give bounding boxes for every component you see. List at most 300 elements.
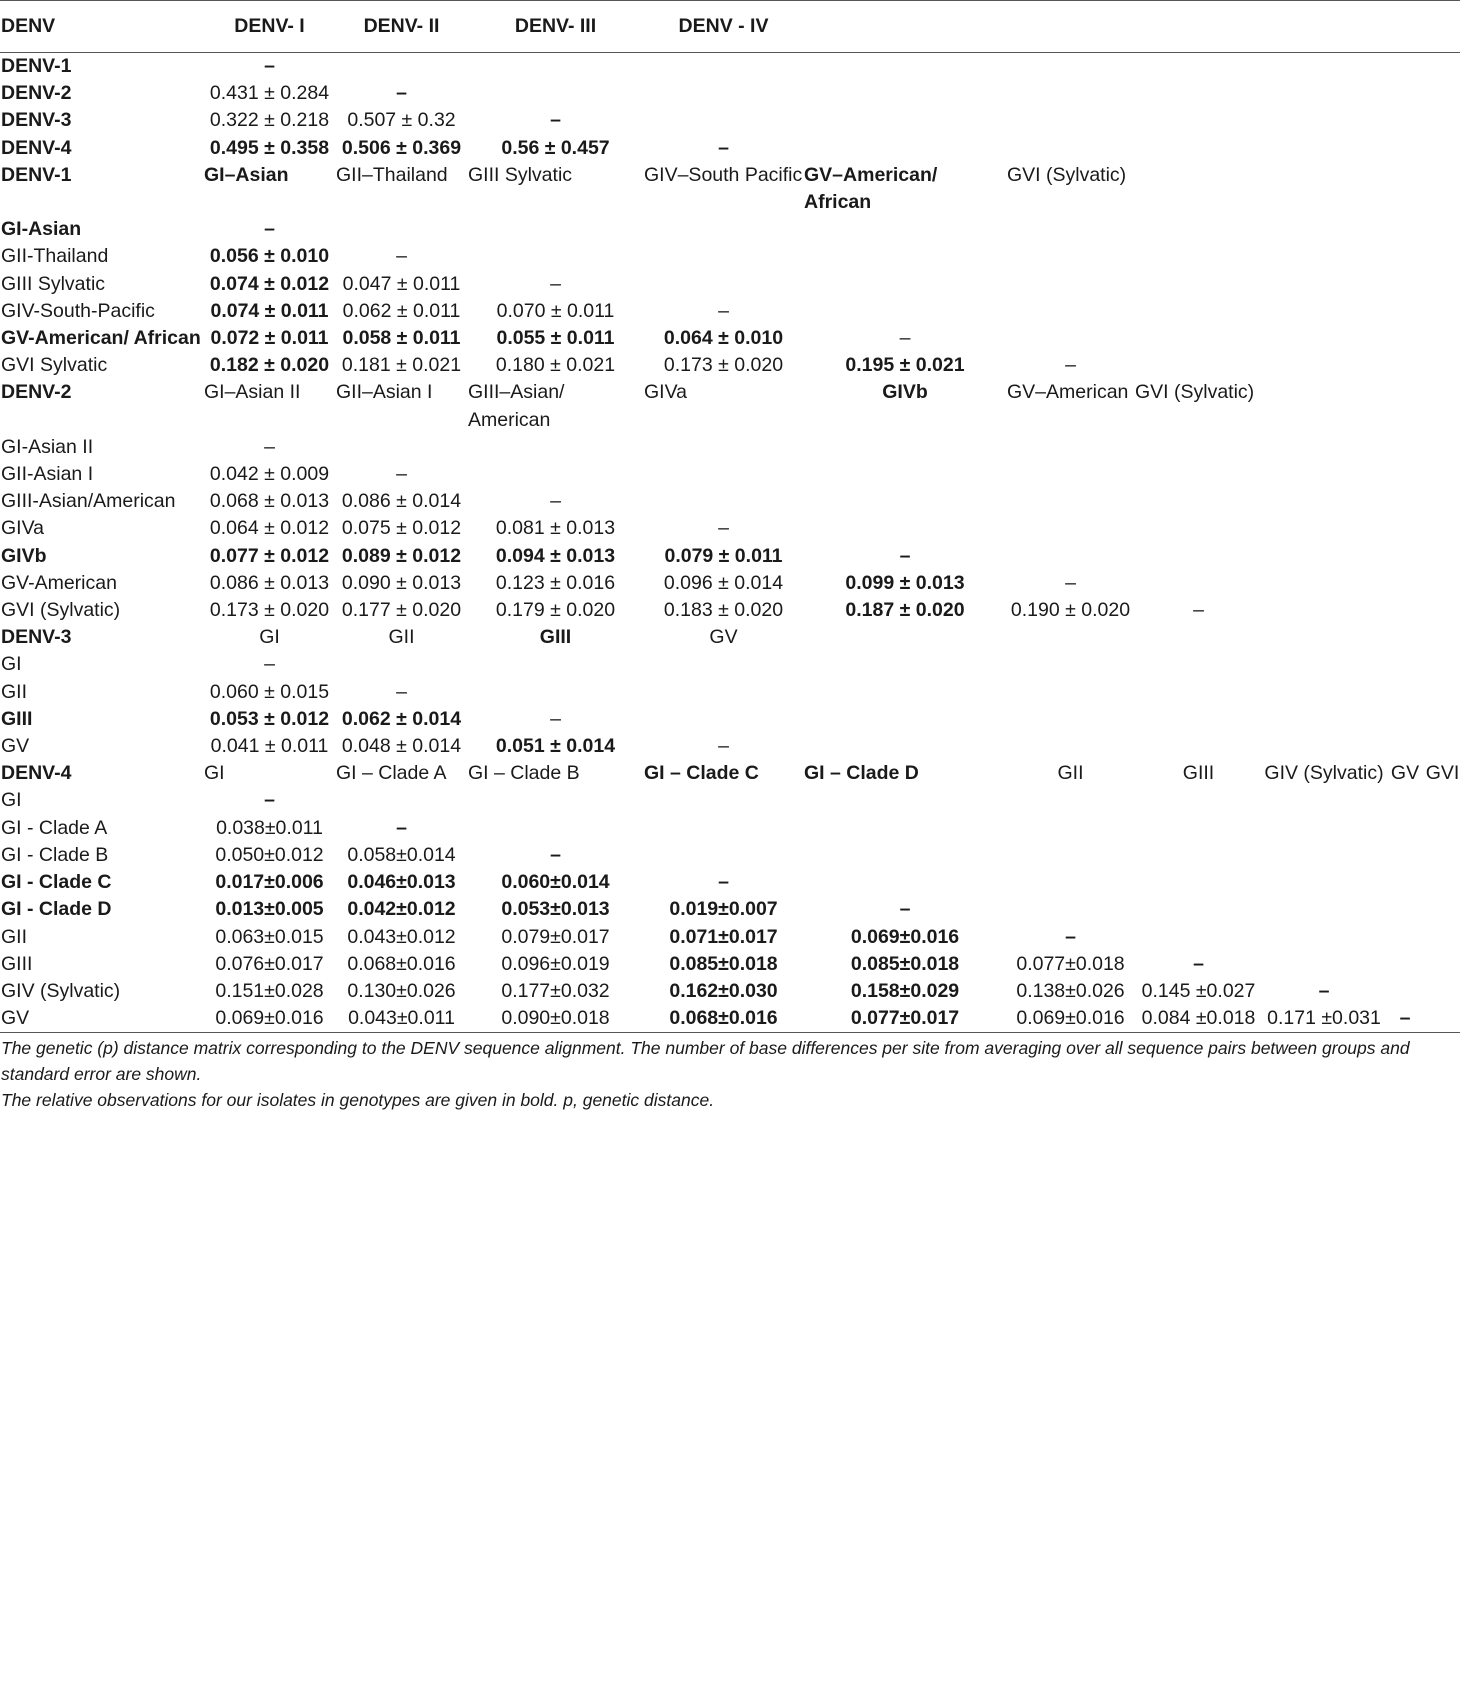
matrix-cell [1006, 896, 1134, 923]
matrix-cell: 0.081 ± 0.013 [495, 517, 616, 540]
matrix-cell: 0.089 ± 0.012 [341, 544, 462, 567]
matrix-cell: – [1065, 925, 1076, 948]
matrix-cell [335, 53, 467, 81]
matrix-cell [467, 434, 643, 461]
matrix-cell: 0.043±0.011 [335, 1005, 467, 1033]
matrix-cell: GV–American [1007, 381, 1129, 404]
matrix-cell [1262, 488, 1385, 515]
matrix-cell: – [550, 707, 561, 730]
matrix-cell [1262, 651, 1385, 678]
matrix-cell [1006, 815, 1134, 842]
matrix-cell [1385, 325, 1424, 352]
matrix-cell [643, 243, 803, 270]
row-label-cell: GI - Clade B [1, 843, 109, 866]
header-cell-denv-i: DENV- I [203, 1, 335, 53]
matrix-cell [1262, 379, 1385, 433]
matrix-cell: – [718, 299, 729, 322]
matrix-cell [467, 815, 643, 842]
matrix-cell [1385, 379, 1424, 433]
matrix-cell [1424, 597, 1460, 624]
matrix-cell [1385, 570, 1424, 597]
matrix-cell [1424, 298, 1460, 325]
matrix-cell: – [899, 544, 911, 567]
matrix-cell: 0.182 ± 0.020 [209, 354, 330, 377]
matrix-cell [643, 815, 803, 842]
matrix-cell [1134, 271, 1262, 298]
matrix-cell: 0.046±0.013 [347, 871, 456, 894]
matrix-cell: 0.130±0.026 [347, 979, 456, 1002]
matrix-cell: – [718, 517, 729, 540]
matrix-cell [803, 107, 1006, 134]
row-label-cell: DENV-4 [1, 136, 72, 159]
matrix-cell [643, 107, 803, 134]
matrix-cell [1424, 869, 1460, 896]
matrix-cell: 0.187 ± 0.020 [845, 599, 965, 622]
matrix-cell: 0.190 ± 0.020 [1010, 599, 1131, 622]
matrix-cell [1262, 298, 1385, 325]
matrix-cell [1385, 461, 1424, 488]
matrix-cell [1134, 325, 1262, 352]
matrix-cell: 0.495 ± 0.358 [209, 136, 330, 159]
matrix-cell [1424, 53, 1460, 81]
matrix-cell [1262, 896, 1385, 923]
matrix-cell [1424, 488, 1460, 515]
matrix-cell: 0.019±0.007 [669, 898, 778, 921]
matrix-cell: 0.173 ± 0.020 [209, 599, 330, 622]
matrix-cell: – [396, 680, 407, 703]
matrix-cell: 0.079 ± 0.011 [664, 544, 783, 567]
row-label-cell: DENV-2 [1, 82, 72, 105]
header-cell-denv-iv: DENV - IV [643, 1, 803, 53]
table-row [0, 624, 1460, 651]
matrix-cell: 0.043±0.012 [347, 925, 456, 948]
matrix-cell [803, 434, 1006, 461]
matrix-cell: 0.077±0.017 [803, 1005, 1006, 1033]
matrix-cell [1385, 352, 1424, 379]
matrix-cell: – [550, 843, 561, 866]
row-label-cell: GII [1, 680, 28, 703]
table-row [0, 924, 1460, 951]
matrix-cell [1262, 733, 1385, 760]
matrix-cell [1424, 651, 1460, 678]
matrix-cell [1262, 924, 1385, 951]
matrix-cell: 0.053±0.013 [501, 898, 610, 921]
matrix-cell [335, 787, 467, 814]
table-row [0, 135, 1460, 162]
matrix-cell [467, 651, 643, 678]
row-label-cell: GII-Thailand [1, 245, 109, 268]
row-label-cell: GI [1, 789, 22, 812]
matrix-cell: 0.048 ± 0.014 [341, 735, 462, 758]
matrix-cell [1134, 624, 1262, 651]
matrix-cell [1134, 815, 1262, 842]
matrix-cell [1424, 107, 1460, 134]
matrix-cell: 0.158±0.029 [850, 979, 960, 1002]
matrix-cell [1134, 216, 1262, 243]
matrix-cell [1006, 488, 1134, 515]
matrix-cell [1385, 624, 1424, 651]
matrix-cell: 0.084 ±0.018 [1134, 1005, 1262, 1033]
matrix-cell [1006, 325, 1134, 352]
header-cell-empty [1134, 1, 1262, 53]
matrix-cell [1262, 243, 1385, 270]
matrix-cell [335, 434, 467, 461]
table-row [0, 869, 1460, 896]
row-label-cell: GIII Sylvatic [1, 272, 106, 295]
matrix-cell [1262, 787, 1385, 814]
matrix-cell [1385, 80, 1424, 107]
matrix-cell [1262, 815, 1385, 842]
table-row [0, 379, 1460, 433]
matrix-cell: 0.063±0.015 [215, 925, 324, 948]
table-row [0, 515, 1460, 542]
matrix-cell [1006, 80, 1134, 107]
matrix-cell: – [396, 463, 407, 486]
matrix-cell: 0.506 ± 0.369 [341, 136, 462, 159]
matrix-cell: 0.062 ± 0.014 [341, 707, 462, 730]
matrix-cell [1424, 842, 1460, 869]
row-label-cell: GI [1, 653, 22, 676]
matrix-cell: 0.064 ± 0.010 [663, 327, 784, 350]
row-label-cell: DENV-3 [1, 626, 72, 649]
matrix-cell [1385, 733, 1424, 760]
matrix-cell [1134, 461, 1262, 488]
table-row [0, 80, 1460, 107]
matrix-cell [467, 80, 643, 107]
matrix-cell: – [550, 490, 561, 513]
matrix-cell [1424, 896, 1460, 923]
matrix-cell: 0.138±0.026 [1016, 979, 1125, 1002]
matrix-cell [1385, 924, 1424, 951]
matrix-cell [1385, 243, 1424, 270]
matrix-cell: – [1385, 1005, 1424, 1033]
table-footnote [0, 1033, 1457, 1113]
matrix-cell: GV [709, 626, 738, 649]
matrix-cell: 0.075 ± 0.012 [341, 517, 462, 540]
table-row [0, 679, 1460, 706]
row-label-cell: GVI (Sylvatic) [1, 599, 121, 622]
table-row [0, 597, 1460, 624]
matrix-cell: 0.085±0.018 [669, 952, 778, 975]
matrix-cell [1134, 515, 1262, 542]
matrix-cell [1385, 216, 1424, 243]
table-header-row [0, 1, 1460, 53]
matrix-cell [1262, 325, 1385, 352]
matrix-cell [1424, 379, 1460, 433]
matrix-cell [803, 216, 1006, 243]
matrix-cell [643, 271, 803, 298]
matrix-cell: 0.177±0.032 [501, 979, 610, 1002]
matrix-cell: 0.079±0.017 [501, 925, 610, 948]
footnote-line-1: The genetic (p) distance matrix corresponding to the DENV sequence alignment. The number of base differences per site from averaging over all sequence pairs between groups and standard error are shown. [1, 1038, 1410, 1085]
row-label-cell: DENV-2 [1, 381, 72, 404]
matrix-cell: GVI [1425, 762, 1460, 785]
matrix-cell: 0.042 ± 0.009 [209, 463, 330, 486]
table-row [0, 434, 1460, 461]
matrix-cell: GIVa [644, 381, 687, 404]
matrix-cell: GI [204, 762, 225, 785]
matrix-cell [1385, 896, 1424, 923]
matrix-cell [803, 624, 1006, 651]
matrix-cell: 0.058±0.014 [347, 843, 456, 866]
matrix-cell [1385, 651, 1424, 678]
table-row [0, 651, 1460, 678]
matrix-cell: – [264, 218, 275, 241]
matrix-cell: GI – Clade A [336, 762, 447, 785]
matrix-cell: – [1065, 354, 1076, 377]
row-label-cell: GV [0, 1005, 203, 1033]
header-cell-denv: DENV [0, 1, 203, 53]
matrix-cell: 0.322 ± 0.218 [209, 109, 330, 132]
matrix-cell: GIII [1182, 762, 1215, 785]
matrix-cell [1424, 543, 1460, 570]
matrix-cell [1262, 352, 1385, 379]
row-label-cell: GIV-South-Pacific [1, 299, 155, 322]
matrix-cell [1006, 706, 1134, 733]
matrix-cell: – [264, 789, 275, 812]
matrix-cell [335, 651, 467, 678]
matrix-cell: – [396, 245, 407, 268]
matrix-cell: 0.074 ± 0.012 [209, 272, 330, 295]
matrix-cell: 0.017±0.006 [215, 871, 324, 894]
row-label-cell: GV-American/ African [1, 327, 201, 350]
matrix-cell [1006, 216, 1134, 243]
matrix-cell [1424, 706, 1460, 733]
matrix-cell [1134, 488, 1262, 515]
matrix-cell [803, 679, 1006, 706]
matrix-cell: 0.181 ± 0.021 [341, 354, 462, 377]
matrix-cell [1262, 570, 1385, 597]
row-label-cell: DENV-3 [1, 109, 72, 132]
matrix-cell [1385, 271, 1424, 298]
matrix-cell [1385, 869, 1424, 896]
row-label-cell: GI-Asian II [1, 435, 94, 458]
matrix-cell: 0.050±0.012 [215, 843, 324, 866]
matrix-cell [1385, 107, 1424, 134]
matrix-cell [1006, 271, 1134, 298]
matrix-cell: 0.069±0.016 [850, 925, 960, 948]
matrix-cell: 0.041 ± 0.011 [210, 735, 329, 758]
footnote-line-2: The relative observations for our isolates in genotypes are given in bold. p, genetic distance. [1, 1090, 715, 1111]
header-cell-denv-iii: DENV- III [467, 1, 643, 53]
matrix-cell [803, 461, 1006, 488]
matrix-cell: 0.069±0.016 [203, 1005, 335, 1033]
header-cell-empty [1424, 1, 1460, 53]
matrix-cell: 0.071±0.017 [669, 925, 778, 948]
matrix-cell [1006, 624, 1134, 651]
matrix-cell [1134, 651, 1262, 678]
matrix-cell [1006, 787, 1134, 814]
matrix-cell [1262, 515, 1385, 542]
row-label-cell: GV [1, 735, 30, 758]
matrix-cell [1134, 679, 1262, 706]
matrix-cell [643, 488, 803, 515]
matrix-cell [1385, 787, 1424, 814]
matrix-cell [1134, 298, 1262, 325]
row-label-cell: GI-Asian [1, 218, 82, 241]
matrix-cell: – [899, 327, 911, 350]
table-row [0, 271, 1460, 298]
table-row [0, 53, 1460, 81]
table-row [0, 760, 1460, 787]
matrix-cell [1134, 570, 1262, 597]
matrix-cell [467, 461, 643, 488]
matrix-cell [335, 216, 467, 243]
matrix-cell [1424, 216, 1460, 243]
matrix-cell: GVI (Sylvatic) [1007, 163, 1127, 186]
matrix-cell [1006, 243, 1134, 270]
table-row [0, 325, 1460, 352]
matrix-cell [1424, 624, 1460, 651]
matrix-cell: 0.064 ± 0.012 [209, 517, 330, 540]
matrix-cell: 0.183 ± 0.020 [663, 599, 784, 622]
matrix-cell [1424, 733, 1460, 760]
table-row [0, 488, 1460, 515]
matrix-cell [803, 488, 1006, 515]
matrix-cell [1262, 216, 1385, 243]
matrix-cell [1006, 679, 1134, 706]
matrix-cell [803, 53, 1006, 81]
matrix-cell: GIII–Asian/ American [468, 381, 565, 431]
matrix-cell: 0.013±0.005 [215, 898, 324, 921]
matrix-cell [1134, 352, 1262, 379]
matrix-cell [1006, 842, 1134, 869]
matrix-cell: – [264, 55, 275, 77]
matrix-cell [1006, 434, 1134, 461]
matrix-cell [1262, 951, 1385, 978]
matrix-cell [1262, 53, 1385, 81]
matrix-cell [1262, 434, 1385, 461]
table-row [0, 352, 1460, 379]
matrix-cell: GII–Thailand [336, 163, 448, 186]
table-body [0, 53, 1460, 1033]
matrix-cell: – [550, 109, 561, 132]
matrix-cell: 0.069±0.016 [1006, 1005, 1134, 1033]
row-label-cell: GIV (Sylvatic) [1, 979, 121, 1002]
matrix-cell [1385, 515, 1424, 542]
table-row [0, 787, 1460, 814]
matrix-cell: 0.180 ± 0.021 [495, 354, 616, 377]
matrix-cell [467, 216, 643, 243]
matrix-cell [643, 706, 803, 733]
matrix-cell [467, 53, 643, 81]
row-label-cell: DENV-4 [1, 762, 72, 785]
matrix-cell: GII [388, 626, 415, 649]
matrix-cell: 0.038±0.011 [216, 816, 323, 839]
matrix-cell: – [718, 735, 729, 758]
matrix-cell: GI–Asian [204, 163, 289, 186]
matrix-cell: – [1065, 571, 1076, 594]
matrix-cell: 0.076±0.017 [215, 952, 324, 975]
matrix-cell [1385, 298, 1424, 325]
matrix-cell: 0.145 ±0.027 [1141, 979, 1256, 1002]
matrix-cell [1424, 325, 1460, 352]
row-label-cell: GII-Asian I [1, 463, 94, 486]
matrix-cell [1424, 679, 1460, 706]
matrix-cell: 0.068±0.016 [347, 952, 456, 975]
matrix-cell [1424, 243, 1460, 270]
table-row [0, 978, 1460, 1005]
matrix-cell [1262, 107, 1385, 134]
matrix-cell [803, 842, 1006, 869]
header-cell-denv-ii: DENV- II [335, 1, 467, 53]
matrix-cell [1134, 896, 1262, 923]
matrix-cell [1134, 243, 1262, 270]
matrix-cell: – [396, 816, 407, 839]
matrix-cell: 0.507 ± 0.32 [347, 109, 456, 132]
matrix-cell: 0.431 ± 0.284 [209, 82, 330, 105]
matrix-cell [643, 842, 803, 869]
row-label-cell: GI - Clade D [1, 898, 112, 921]
table-row [0, 842, 1460, 869]
matrix-cell [1424, 135, 1460, 162]
matrix-cell [1424, 978, 1460, 1005]
matrix-cell [643, 651, 803, 678]
matrix-cell: 0.062 ± 0.011 [342, 299, 461, 322]
matrix-cell: 0.077±0.018 [1016, 952, 1125, 975]
matrix-cell [803, 815, 1006, 842]
matrix-cell [803, 515, 1006, 542]
matrix-cell [1262, 271, 1385, 298]
matrix-cell: 0.179 ± 0.020 [495, 599, 616, 622]
row-label-cell: GVI Sylvatic [1, 354, 108, 377]
matrix-cell [1385, 543, 1424, 570]
matrix-cell: – [899, 898, 911, 921]
table-row [0, 706, 1460, 733]
matrix-cell [1134, 107, 1262, 134]
matrix-cell: 0.096±0.019 [501, 952, 610, 975]
matrix-cell: GI – Clade D [804, 762, 919, 785]
matrix-cell [1006, 733, 1134, 760]
matrix-cell: 0.068±0.016 [643, 1005, 803, 1033]
matrix-cell: – [264, 435, 275, 458]
matrix-cell: GI – Clade B [468, 762, 580, 785]
table-row [0, 162, 1460, 216]
matrix-cell [1424, 352, 1460, 379]
table-row [0, 815, 1460, 842]
matrix-cell [803, 733, 1006, 760]
matrix-cell: 0.060 ± 0.015 [209, 680, 330, 703]
matrix-cell [1385, 679, 1424, 706]
table-row [0, 896, 1460, 923]
matrix-cell [1424, 815, 1460, 842]
table-row [0, 543, 1460, 570]
matrix-cell [1134, 53, 1262, 81]
row-label-cell: GIII [1, 952, 33, 975]
matrix-cell [643, 434, 803, 461]
matrix-cell [1385, 815, 1424, 842]
matrix-cell [643, 80, 803, 107]
matrix-cell: 0.094 ± 0.013 [495, 544, 616, 567]
matrix-cell [1006, 515, 1134, 542]
table-row [0, 243, 1460, 270]
matrix-cell: – [550, 272, 561, 295]
matrix-cell [1134, 543, 1262, 570]
matrix-cell: – [264, 653, 275, 676]
table-row [0, 1005, 1460, 1033]
matrix-cell: 0.058 ± 0.011 [342, 327, 461, 350]
row-label-cell: DENV-1 [1, 163, 72, 186]
matrix-cell [803, 706, 1006, 733]
matrix-cell [803, 243, 1006, 270]
matrix-cell: 0.055 ± 0.011 [496, 327, 615, 350]
matrix-cell: 0.077 ± 0.012 [209, 544, 330, 567]
matrix-cell: GIV–South Pacific [644, 163, 803, 186]
matrix-cell [1134, 706, 1262, 733]
matrix-cell: 0.072 ± 0.011 [210, 327, 329, 350]
matrix-cell [1424, 434, 1460, 461]
matrix-cell: 0.177 ± 0.020 [341, 599, 462, 622]
